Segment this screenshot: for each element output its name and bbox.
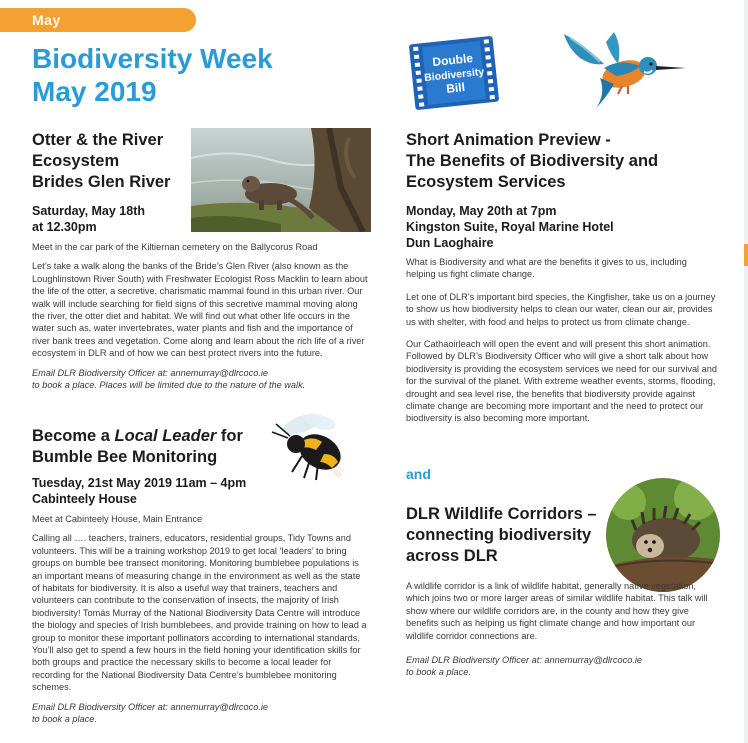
bee-date: Tuesday, 21st May 2019 11am – 4pm Cabinteely House: [32, 476, 247, 506]
corridors-text: [406, 580, 718, 679]
animation-date: Monday, May 20th at 7pm Kingston Suite, Royal Marine Hotel Dun Laoghaire: [406, 204, 614, 250]
bee-title: Become a Local Leader for Bumble Bee Monitoring: [32, 427, 243, 466]
double-bill-badge: [406, 34, 502, 112]
otter-text: [32, 241, 370, 391]
corridors-email: Email DLR Biodiversity Officer at: annemurray@dlrcoco.ie to book a place.: [406, 655, 643, 678]
bee-text: [32, 513, 370, 726]
bee-description: Calling all …. teachers, trainers, educators, residential groups, Tidy Towns and volunteers. This will be a training workshop 2019 to get local ‘leaders’ to bring groups on bumble bee transect monitoring. Monitoring bumblebee populations is an important means of measuring change in the environment as well as the state of habitats for biodiversity. It is also a useful way that trainers, teachers and volunteers can contribute to the conservation of insects, the majority of Irish biodiversity! Tomás Murray of the National Biodiversity Data Centre will introduce the biology and species of Irish bumblebees, and provide training on how to lead a group to monitor these important pollinators according to international standards. You’ll also get to spend a few hours in the field honing your identification skills for both groups and practice the necessary skills to become a local leader for recording for the National Biodiversity Data Centre’s bumblebee monitoring schemes.: [32, 533, 367, 693]
otter-section: [32, 130, 190, 193]
bumblebee-image: [262, 410, 358, 482]
page-edge: [744, 0, 748, 743]
and-connector: and: [406, 466, 431, 482]
animation-para1: What is Biodiversity and what are the benefits it gives to us, including helping us fight climate change.: [406, 257, 687, 280]
animation-para3: Our Cathaoirleach will open the event and will present this short animation. Followed by DLR’s Biodiversity Officer who will give a short talk about how biodiversity is providing the ecosystem services we need for our survival and for the survival of the planet. With extreme weather events, storms, flooding, drought and sea level rise, the benefits that biodiversity provide against climate change are becoming more important and the need to protect our biodiversity is also becoming more important.: [406, 339, 717, 424]
month-label: May: [32, 12, 61, 28]
badge-line2: Biodiversity: [423, 65, 485, 85]
animation-text: [406, 256, 718, 425]
month-tab: [0, 8, 196, 32]
page-title: Biodiversity Week May 2019: [32, 43, 273, 107]
otter-meet: Meet in the car park of the Kiltiernan cemetery on the Ballycorus Road: [32, 242, 318, 252]
badge-line3: Bill: [445, 79, 466, 96]
animation-title: Short Animation Preview - The Benefits of Biodiversity and Ecosystem Services: [406, 131, 659, 191]
otter-date: Saturday, May 18th at 12.30pm: [32, 204, 146, 234]
otter-email: Email DLR Biodiversity Officer at: annemurray@dlrcoco.ie to book a place. Places will be limited due to the nature of the walk.: [32, 367, 306, 391]
kingfisher-image: [556, 28, 688, 112]
corridors-description: A wildlife corridor is a link of wildlife habitat, generally native vegetation, which joins two or more larger areas of similar wildlife habitat. This talk will show where our wildlife corridors are, in the county and how they give benefits such as helping us fight climate change and how important our wildlife corridor connections are.: [406, 581, 708, 641]
bee-meet: Meet at Cabinteely House, Main Entrance: [32, 514, 203, 524]
corridors-title: DLR Wildlife Corridors – connecting biodiversity across DLR: [406, 505, 597, 565]
hedgehog-image: [606, 478, 720, 592]
otter-title: Otter & the River Ecosystem Brides Glen River: [32, 131, 171, 191]
animation-para2: Let one of DLR’s important bird species, the Kingfisher, take us on a journey to show us how biodiversity helps to clean our water, clean our air, provides us with shelter, with food and helps to protect us from climate change.: [406, 291, 716, 327]
edge-marker: [744, 244, 748, 266]
badge-line1: Double: [431, 50, 474, 70]
bee-email: Email DLR Biodiversity Officer at: annemurray@dlrcoco.ie to book a place.: [32, 701, 269, 725]
otter-description: Let’s take a walk along the banks of the Bride’s Glen River (also known as the Loughlinstown River South) with Freshwater Ecologist Ross Macklin to learn about the life of the otter, a secretive, charismatic mammal found in this urban river. Our walk will include searching for field signs of this secretive mammal moving along the river, the otter diet and habitat. We will find out what other life occurs in the water such as, water invertebrates, water plants and fish and the importance of river bank trees and vegetation. Come along and learn about the rich life of a river ecosystem in DLR and of how we can best protect rivers into the future.: [32, 261, 368, 359]
